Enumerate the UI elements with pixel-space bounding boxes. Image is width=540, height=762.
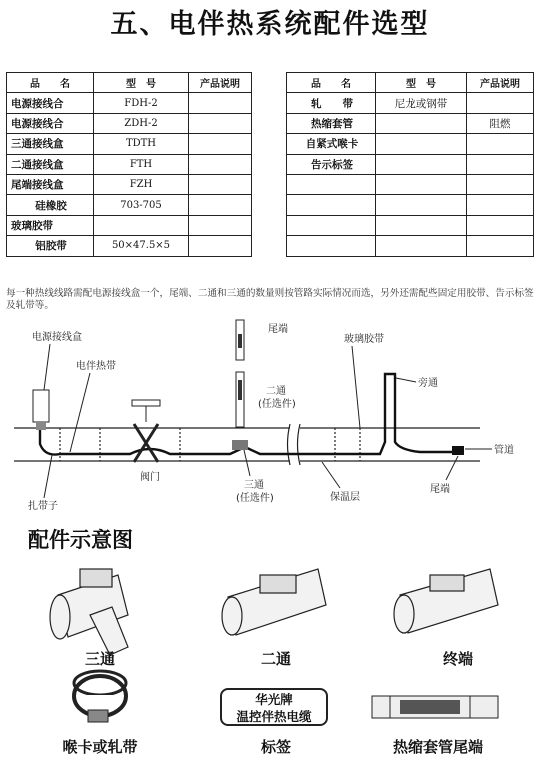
cell-desc — [189, 215, 252, 235]
cell-model — [376, 195, 467, 215]
cell-desc — [189, 93, 252, 113]
header-desc: 产品说明 — [467, 73, 534, 93]
cell-model: FZH — [94, 174, 189, 194]
label-card-product: 温控伴热电缆 — [236, 709, 312, 724]
table-row — [287, 215, 534, 235]
header-model: 型 号 — [376, 73, 467, 93]
label-three-way: 三通 — [244, 480, 264, 491]
label-insulation: 保温层 — [330, 492, 360, 503]
label-heat-cable: 电伴热带 — [76, 361, 116, 372]
table-row — [7, 195, 252, 215]
label-pipe: 管道 — [494, 445, 514, 456]
tee-illustration — [50, 569, 128, 655]
cell-name: 铝胶带 — [7, 236, 94, 256]
tail-end-shape — [452, 446, 464, 455]
caption-end: 终端 — [442, 650, 473, 668]
header-name: 品 名 — [287, 73, 376, 93]
cell-desc — [189, 134, 252, 154]
label-glass-tape: 玻璃胶带 — [344, 334, 384, 345]
cell-desc — [189, 174, 252, 194]
cell-name: 告示标签 — [287, 154, 376, 174]
cell-desc — [467, 174, 534, 194]
caption-tee: 三通 — [84, 650, 115, 668]
cell-name: 二通接线盒 — [7, 154, 94, 174]
table-row — [7, 93, 252, 113]
cell-name: 三通接线盒 — [7, 134, 94, 154]
cell-desc — [189, 236, 252, 256]
table-row — [287, 174, 534, 194]
table-row — [287, 154, 534, 174]
label-tail-top: 尾端 — [268, 324, 288, 335]
cell-model: FTH — [94, 154, 189, 174]
accessory-table-left — [6, 72, 252, 257]
table-row — [287, 134, 534, 154]
page-title: 五、电伴热系统配件选型 — [110, 9, 430, 40]
header-desc: 产品说明 — [189, 73, 252, 93]
table-row — [287, 113, 534, 133]
cell-desc: 阻燃 — [467, 113, 534, 133]
cell-model: 尼龙或钢带 — [376, 93, 467, 113]
table-header-row — [287, 73, 534, 93]
cell-model — [376, 134, 467, 154]
caption-clamp: 喉卡或轧带 — [62, 738, 138, 756]
label-three-way-optional: (任选件) — [236, 493, 274, 504]
cell-model — [376, 154, 467, 174]
installation-note: 每一种热线线路需配电源接线盒一个，尾端、二通和三通的数量则按管路实际情况而选，另外还需配些固定用胶带、告示标签及轧带等。 — [6, 288, 534, 311]
cell-model — [376, 113, 467, 133]
product-label-card — [220, 688, 328, 726]
valve-shape — [132, 400, 160, 462]
cell-desc — [467, 154, 534, 174]
label-two-way-optional: (任选件) — [258, 399, 296, 410]
end-illustration — [394, 569, 498, 633]
cell-model: FDH-2 — [94, 93, 189, 113]
label-power-box: 电源接线盒 — [32, 332, 82, 343]
cell-desc — [189, 154, 252, 174]
table-row — [287, 236, 534, 256]
cell-desc — [467, 134, 534, 154]
clamp-ring-icon — [60, 668, 140, 728]
table-row — [7, 113, 252, 133]
cell-name — [287, 236, 376, 256]
cell-desc — [467, 93, 534, 113]
accessory-table-right — [286, 72, 534, 257]
table-row — [7, 154, 252, 174]
shrink-tube-icon — [370, 688, 500, 728]
cell-name: 尾端接线盒 — [7, 174, 94, 194]
cell-name: 热缩套管 — [287, 113, 376, 133]
cell-model: 50×47.5×5 — [94, 236, 189, 256]
header-model: 型 号 — [94, 73, 189, 93]
cell-desc — [189, 195, 252, 215]
caption-shrink-tail: 热缩套管尾端 — [392, 738, 483, 756]
section-title: 配件示意图 — [28, 528, 133, 552]
caption-label: 标签 — [260, 738, 291, 756]
label-valve: 阀门 — [140, 472, 160, 483]
cell-name — [287, 195, 376, 215]
label-tail-bottom: 尾端 — [430, 484, 450, 495]
cell-desc — [467, 195, 534, 215]
cell-name: 自紧式喉卡 — [287, 134, 376, 154]
cell-name: 硅橡胶 — [7, 195, 94, 215]
label-bypass: 旁通 — [418, 378, 438, 389]
two-way-illustration — [222, 569, 326, 635]
cell-model — [376, 215, 467, 235]
piping-diagram — [0, 312, 540, 517]
cell-name: 电源接线合 — [7, 113, 94, 133]
table-row — [7, 134, 252, 154]
cell-model — [376, 236, 467, 256]
cell-name: 玻璃胶带 — [7, 215, 94, 235]
cell-model: ZDH-2 — [94, 113, 189, 133]
table-header-row — [7, 73, 252, 93]
cell-model — [94, 215, 189, 235]
label-cable-tie: 扎带子 — [28, 501, 58, 512]
cell-model: 703-705 — [94, 195, 189, 215]
cell-desc — [467, 215, 534, 235]
caption-two-way: 二通 — [260, 650, 291, 668]
label-card-brand: 华光牌 — [255, 692, 293, 707]
table-row — [7, 174, 252, 194]
cell-model — [376, 174, 467, 194]
cell-name: 电源接线合 — [7, 93, 94, 113]
cell-name — [287, 174, 376, 194]
cell-name: 轧 带 — [287, 93, 376, 113]
table-row — [287, 195, 534, 215]
power-box-shape — [33, 390, 49, 430]
tail-top-shape — [232, 320, 248, 450]
cell-desc — [467, 236, 534, 256]
cell-model: TDTH — [94, 134, 189, 154]
cell-name — [287, 215, 376, 235]
header-name: 品 名 — [7, 73, 94, 93]
table-row — [287, 93, 534, 113]
cell-desc — [189, 113, 252, 133]
table-row — [7, 215, 252, 235]
table-row — [7, 236, 252, 256]
label-two-way: 二通 — [266, 386, 286, 397]
